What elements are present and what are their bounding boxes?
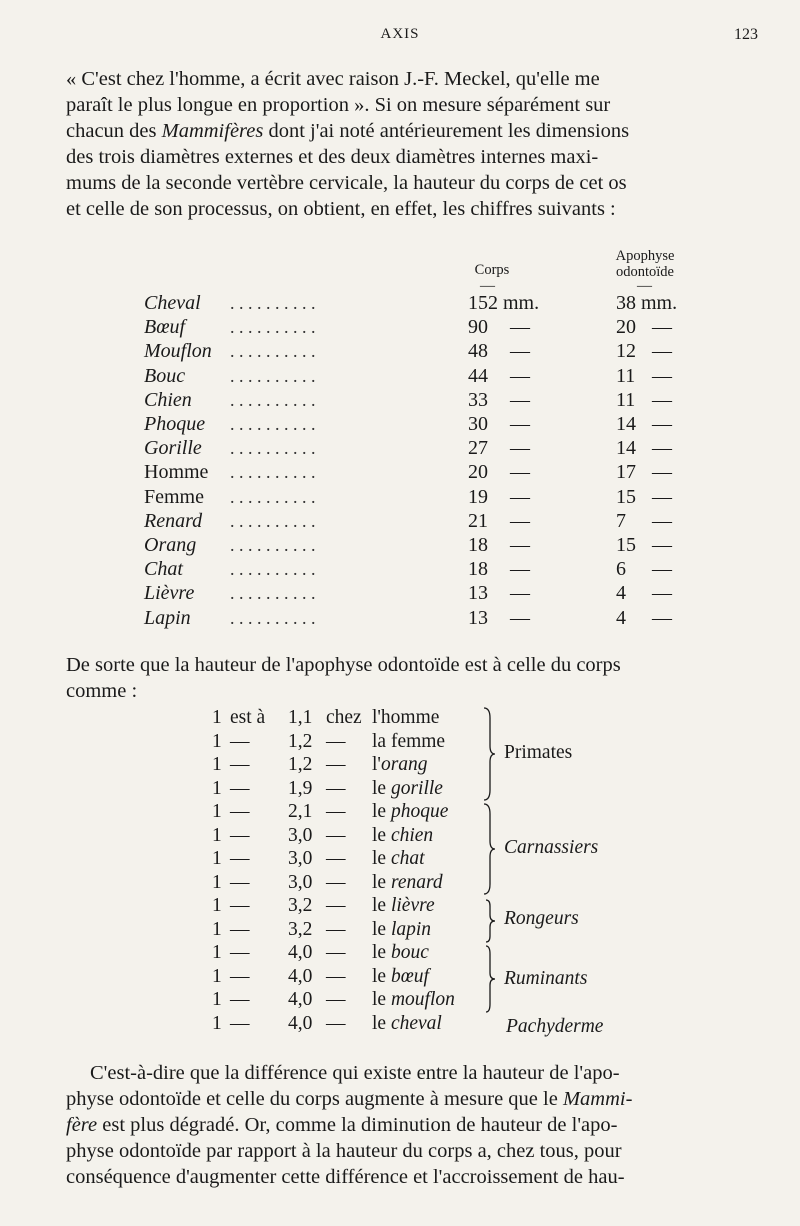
leader-dots: . . . . . . . . . . (230, 317, 316, 338)
brace-carnassiers (482, 802, 496, 896)
corps-value: 19 (468, 485, 488, 508)
animal-name: Phoque (144, 413, 206, 435)
apophyse-value: 38 mm. (616, 292, 678, 314)
ratio-subject: le chat (372, 848, 425, 869)
list-item (0, 1012, 800, 1035)
intro-line: « C'est chez l'homme, a écrit avec raison J.-F. Meckel, qu'elle me (66, 68, 600, 90)
ditto-dash: — (510, 582, 530, 605)
ratio-subject: la femme (372, 730, 446, 752)
leader-dots: . . . . . . . . . . (230, 559, 316, 580)
corps-value: 18 (468, 534, 488, 556)
list-item (0, 824, 800, 847)
corps-value: 20 (468, 461, 488, 484)
list-item (0, 706, 800, 729)
ratio-separator: — (230, 801, 250, 822)
apophyse-value: 4 (616, 582, 626, 605)
corps-value: 18 (468, 558, 488, 581)
ratio-subject: le renard (372, 871, 443, 893)
page-header (0, 26, 800, 56)
corps-value: 13 (468, 582, 488, 605)
animal-name: Femme (144, 485, 204, 508)
ratio-value: 3,0 (288, 871, 313, 893)
list-item (0, 871, 800, 894)
intro-line: des trois diamètres externes et des deux diamètres internes maxi- (66, 146, 599, 168)
ratio-separator: — (230, 1012, 250, 1034)
table-row (0, 315, 800, 339)
ratio-subject: le lapin (372, 918, 432, 940)
ratio-subject: le bouc (372, 942, 429, 963)
ratio-numerator: 1 (212, 871, 222, 893)
ratio-separator: — (230, 871, 250, 893)
group-label-carnassiers: Carnassiers (504, 837, 599, 858)
ratio-numerator: 1 (212, 754, 222, 775)
ratio-separator: — (230, 895, 250, 916)
ratio-numerator: 1 (212, 918, 222, 940)
ratio-separator: — (230, 989, 250, 1010)
ditto-dash: — (652, 316, 672, 339)
ratio-subject: le chien (372, 824, 434, 846)
apophyse-value: 15 (616, 485, 636, 508)
ratio-separator: — (230, 777, 250, 799)
table-row (0, 557, 800, 581)
table-row (0, 291, 800, 315)
ratio-value: 1,9 (288, 777, 313, 799)
leader-dots: . . . . . . . . . . (230, 510, 316, 531)
ratio-separator: — (230, 848, 250, 869)
ratio-value: 3,2 (288, 918, 313, 940)
group-label-primates: Primates (504, 742, 573, 763)
brace-primates (482, 706, 496, 802)
table-row (0, 388, 800, 412)
leader-dots: . . . . . . . . . . (230, 365, 316, 386)
col-header-apophyse (600, 248, 690, 280)
ditto-dash: — (652, 340, 672, 363)
apophyse-value: 14 (616, 437, 636, 460)
corps-value: 48 (468, 340, 488, 363)
leader-dots: . . . . . . . . . . (230, 414, 316, 434)
ditto-dash: — (510, 364, 530, 387)
animal-name: Cheval (144, 292, 201, 314)
intro-line (66, 118, 758, 144)
ratio-separator: — (326, 801, 346, 822)
leader-dots: . . . . . . . . . . (230, 535, 316, 555)
ratio-numerator: 1 (212, 848, 222, 869)
apophyse-value: 11 (616, 364, 636, 387)
ditto-dash: — (510, 316, 530, 339)
ditto-dash: — (652, 582, 672, 605)
ratio-subject: l'homme (372, 707, 440, 728)
ratio-separator: — (326, 871, 346, 893)
ditto-dash: — (510, 534, 530, 556)
ratio-animal: lapin (390, 918, 432, 940)
apophyse-value: 11 (616, 388, 636, 411)
ratio-numerator: 1 (212, 989, 222, 1010)
ratio-separator: — (326, 989, 346, 1010)
corps-value: 21 (468, 509, 488, 532)
ratio-subject: le cheval (372, 1012, 442, 1034)
ratio-animal: cheval (390, 1012, 442, 1034)
closing-line: physe odontoïde et celle du corps augmente à mesure que le Mammi- (66, 1088, 633, 1110)
table-row (0, 606, 800, 630)
ditto-dash: — (652, 509, 672, 532)
apophyse-value: 20 (616, 316, 636, 339)
ditto-dash: — (510, 388, 530, 411)
table-row (0, 581, 800, 605)
table-row (0, 460, 800, 484)
ratio-value: 4,0 (288, 965, 313, 987)
ratio-separator: — (230, 942, 250, 963)
intro-line: paraît le plus longue en proportion ». Si on mesure séparément sur (66, 94, 611, 116)
ratio-subject: le lièvre (372, 895, 435, 916)
ditto-dash: — (652, 485, 672, 508)
ratio-separator: — (326, 754, 346, 775)
ditto-dash: — (510, 413, 530, 435)
ratio-separator: est à (230, 707, 266, 728)
ratio-numerator: 1 (212, 730, 222, 752)
ratio-animal: bœuf (390, 965, 429, 987)
leader-dots: . . . . . . . . . . (230, 389, 316, 410)
ratio-separator: — (230, 824, 250, 846)
animal-name: Homme (144, 461, 209, 484)
ratio-separator: — (326, 1012, 346, 1034)
leader-dots: . . . . . . . . . . (230, 341, 316, 362)
list-item (0, 894, 800, 917)
animal-name: Bœuf (144, 316, 186, 339)
ratio-numerator: 1 (212, 824, 222, 846)
animal-name: Gorille (144, 437, 202, 460)
ratio-separator: — (326, 942, 346, 963)
leader-dots: . . . . . . . . . . (230, 583, 316, 604)
ratio-separator: — (326, 965, 346, 987)
col-header-dash: — (637, 278, 652, 294)
ditto-dash: — (652, 437, 672, 460)
ratio-animal: chat (390, 848, 425, 869)
ratio-value: 4,0 (288, 989, 313, 1010)
ratio-value: 3,0 (288, 824, 313, 846)
ratio-value: 1,2 (288, 754, 313, 775)
animal-name: Bouc (144, 364, 186, 387)
apophyse-value: 4 (616, 606, 626, 629)
list-item (0, 847, 800, 870)
table-row (0, 533, 800, 557)
ratio-subject: le bœuf (372, 965, 429, 987)
animal-name: Renard (144, 509, 203, 532)
leader-dots: . . . . . . . . . . (230, 438, 316, 459)
ratio-subject: l'orang (372, 754, 428, 775)
group-label-rongeurs: Rongeurs (504, 908, 579, 929)
ditto-dash: — (510, 509, 530, 532)
ratio-animal: phoque (390, 801, 449, 822)
ratio-numerator: 1 (212, 895, 222, 916)
leader-dots: . . . . . . . . . . (230, 293, 316, 313)
ratio-subject: le mouflon (372, 989, 455, 1010)
apophyse-value: 6 (616, 558, 626, 581)
ratio-value: 1,1 (288, 707, 313, 728)
apophyse-value: 12 (616, 340, 636, 363)
leader-dots: . . . . . . . . . . (230, 462, 316, 483)
animal-name: Lièvre (144, 582, 195, 605)
apophyse-value: 14 (616, 413, 636, 435)
page-number: 123 (734, 26, 758, 43)
ditto-dash: — (652, 461, 672, 484)
intro-line: et celle de son processus, on obtient, en effet, les chiffres suivants : (66, 198, 616, 220)
corps-value: 13 (468, 606, 488, 629)
ditto-dash: — (510, 340, 530, 363)
ratio-separator: — (230, 754, 250, 775)
intro-line: mums de la seconde vertèbre cervicale, la hauteur du corps de cet os (66, 172, 627, 194)
animal-name: Lapin (144, 606, 191, 629)
corps-value: 33 (468, 388, 488, 411)
animal-name: Orang (144, 534, 197, 556)
ditto-dash: — (510, 606, 530, 629)
leader-dots: . . . . . . . . . . (230, 486, 316, 507)
col-header-apophyse-1: Apophyse (615, 248, 675, 264)
running-title: AXIS (380, 26, 420, 42)
table-row (0, 509, 800, 533)
closing-line (66, 1060, 758, 1086)
closing-line-text: C'est-à-dire que la différence qui existe entre la hauteur de l'apo- (90, 1062, 620, 1084)
ratio-separator: — (326, 918, 346, 940)
ratio-separator: — (230, 965, 250, 987)
ditto-dash: — (510, 437, 530, 460)
ratio-animal: renard (390, 871, 443, 893)
table-row (0, 412, 800, 436)
ratio-subject: le phoque (372, 801, 449, 822)
col-header-dash: — (480, 278, 495, 294)
ratio-value: 4,0 (288, 942, 313, 963)
intro-line-part: chacun des Mammifères dont j'ai noté antérieurement les dimensions (66, 120, 630, 142)
apophyse-value: 7 (616, 509, 626, 532)
list-item (0, 753, 800, 776)
ditto-dash: — (510, 558, 530, 581)
ditto-dash: — (652, 558, 672, 581)
ratio-value: 3,2 (288, 895, 313, 916)
ratio-separator: — (326, 895, 346, 916)
col-header-apophyse-2: odontoïde (616, 264, 674, 280)
ditto-dash: — (652, 413, 672, 435)
closing-line: conséquence d'augmenter cette différence et l'accroissement de hau- (66, 1166, 625, 1188)
ratio-separator: — (230, 730, 250, 752)
table-row (0, 436, 800, 460)
ratio-numerator: 1 (212, 707, 222, 728)
ratio-animal: chien (390, 824, 434, 846)
brace-ruminants (484, 944, 496, 1014)
ditto-dash: — (652, 388, 672, 411)
animal-name: Chat (144, 558, 183, 581)
ratio-animal: orang (380, 754, 428, 775)
ratio-intro-line: De sorte que la hauteur de l'apophyse odontoïde est à celle du corps (66, 654, 621, 676)
ratio-numerator: 1 (212, 942, 222, 963)
list-item (0, 941, 800, 964)
ratio-value: 1,2 (288, 730, 313, 752)
table-row (0, 364, 800, 388)
list-item (0, 800, 800, 823)
ditto-dash: — (652, 364, 672, 387)
ratio-value: 4,0 (288, 1012, 313, 1034)
ratio-intro-line: comme : (66, 680, 138, 702)
ratio-separator: — (326, 730, 346, 752)
corps-value: 90 (468, 316, 488, 339)
list-item (0, 730, 800, 753)
ratio-separator: — (326, 848, 346, 869)
col-header-corps: Corps (474, 262, 510, 278)
leader-dots: . . . . . . . . . . (230, 607, 316, 628)
apophyse-value: 15 (616, 534, 636, 556)
ratio-value: 3,0 (288, 848, 313, 869)
corps-value: 44 (468, 364, 488, 387)
list-item (0, 988, 800, 1011)
list-item (0, 777, 800, 800)
closing-line: physe odontoïde par rapport à la hauteur du corps a, chez tous, pour (66, 1140, 622, 1162)
ratio-numerator: 1 (212, 1012, 222, 1034)
list-item (0, 965, 800, 988)
ratio-numerator: 1 (212, 777, 222, 799)
animal-name: Chien (144, 388, 192, 411)
ditto-dash: — (652, 606, 672, 629)
corps-value: 27 (468, 437, 488, 460)
brace-rongeurs (484, 898, 496, 944)
ratio-separator: chez (326, 707, 362, 728)
ratio-animal: mouflon (390, 989, 455, 1010)
corps-value: 30 (468, 413, 488, 435)
ratio-animal: lièvre (390, 895, 435, 916)
ratio-separator: — (326, 777, 346, 799)
group-label-ruminants: Ruminants (504, 968, 588, 989)
animal-name: Mouflon (144, 340, 212, 363)
ratio-subject: le gorille (372, 777, 443, 799)
ditto-dash: — (510, 485, 530, 508)
ratio-numerator: 1 (212, 801, 222, 822)
ratio-separator: — (326, 824, 346, 846)
corps-value: 152 mm. (468, 292, 540, 314)
apophyse-value: 17 (616, 461, 636, 484)
ratio-animal: bouc (390, 942, 429, 963)
table-row (0, 485, 800, 509)
ditto-dash: — (510, 461, 530, 484)
table-row (0, 339, 800, 363)
ratio-value: 2,1 (288, 801, 313, 822)
ditto-dash: — (652, 534, 672, 556)
ratio-animal: gorille (390, 777, 443, 799)
group-label-pachyderme: Pachyderme (506, 1016, 604, 1037)
ratio-separator: — (230, 918, 250, 940)
ratio-numerator: 1 (212, 965, 222, 987)
closing-line: fère est plus dégradé. Or, comme la diminution de hauteur de l'apo- (66, 1114, 618, 1136)
list-item (0, 918, 800, 941)
